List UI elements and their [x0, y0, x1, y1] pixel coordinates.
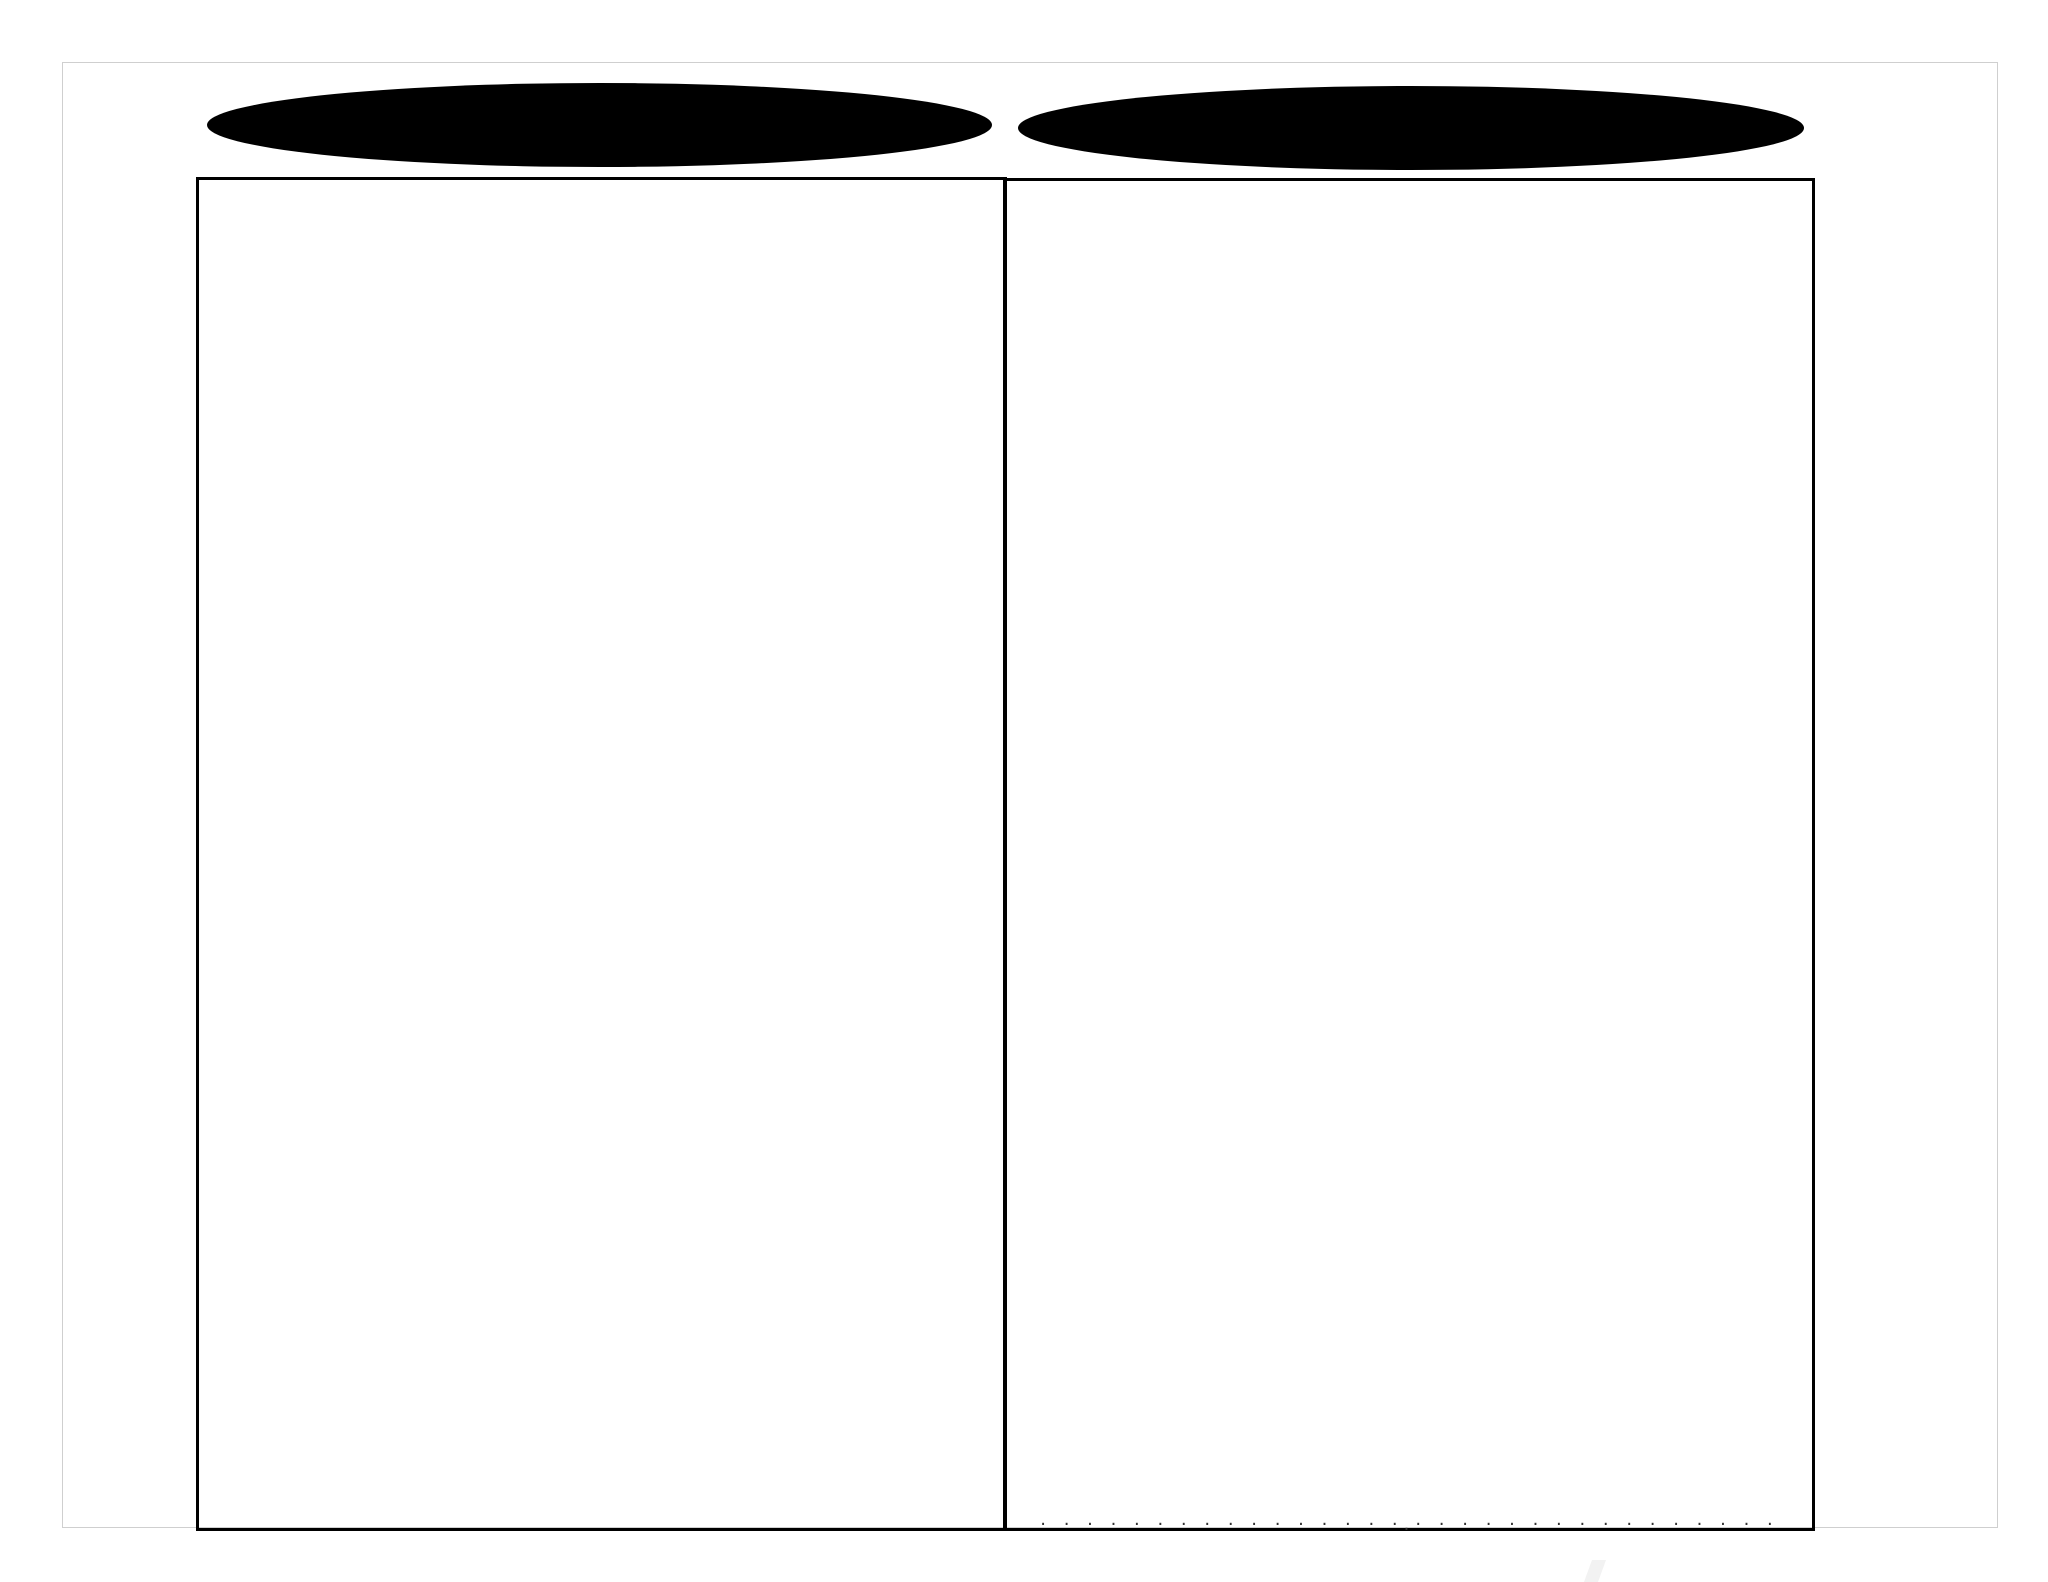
salads-subs-snacks-header: [1018, 86, 1804, 170]
cut-off-text-line: . . . . . . . . . . . . . . . . . . . . . . . . . . . . . . . . .: [1040, 1509, 1779, 1535]
salads-subs-snacks-panel: [1003, 178, 1815, 1535]
more-pizzas-header: [207, 83, 992, 167]
more-pizzas-panel: [196, 177, 1007, 1531]
spacer: [1007, 191, 1812, 209]
page-mark: [1584, 1560, 1606, 1582]
